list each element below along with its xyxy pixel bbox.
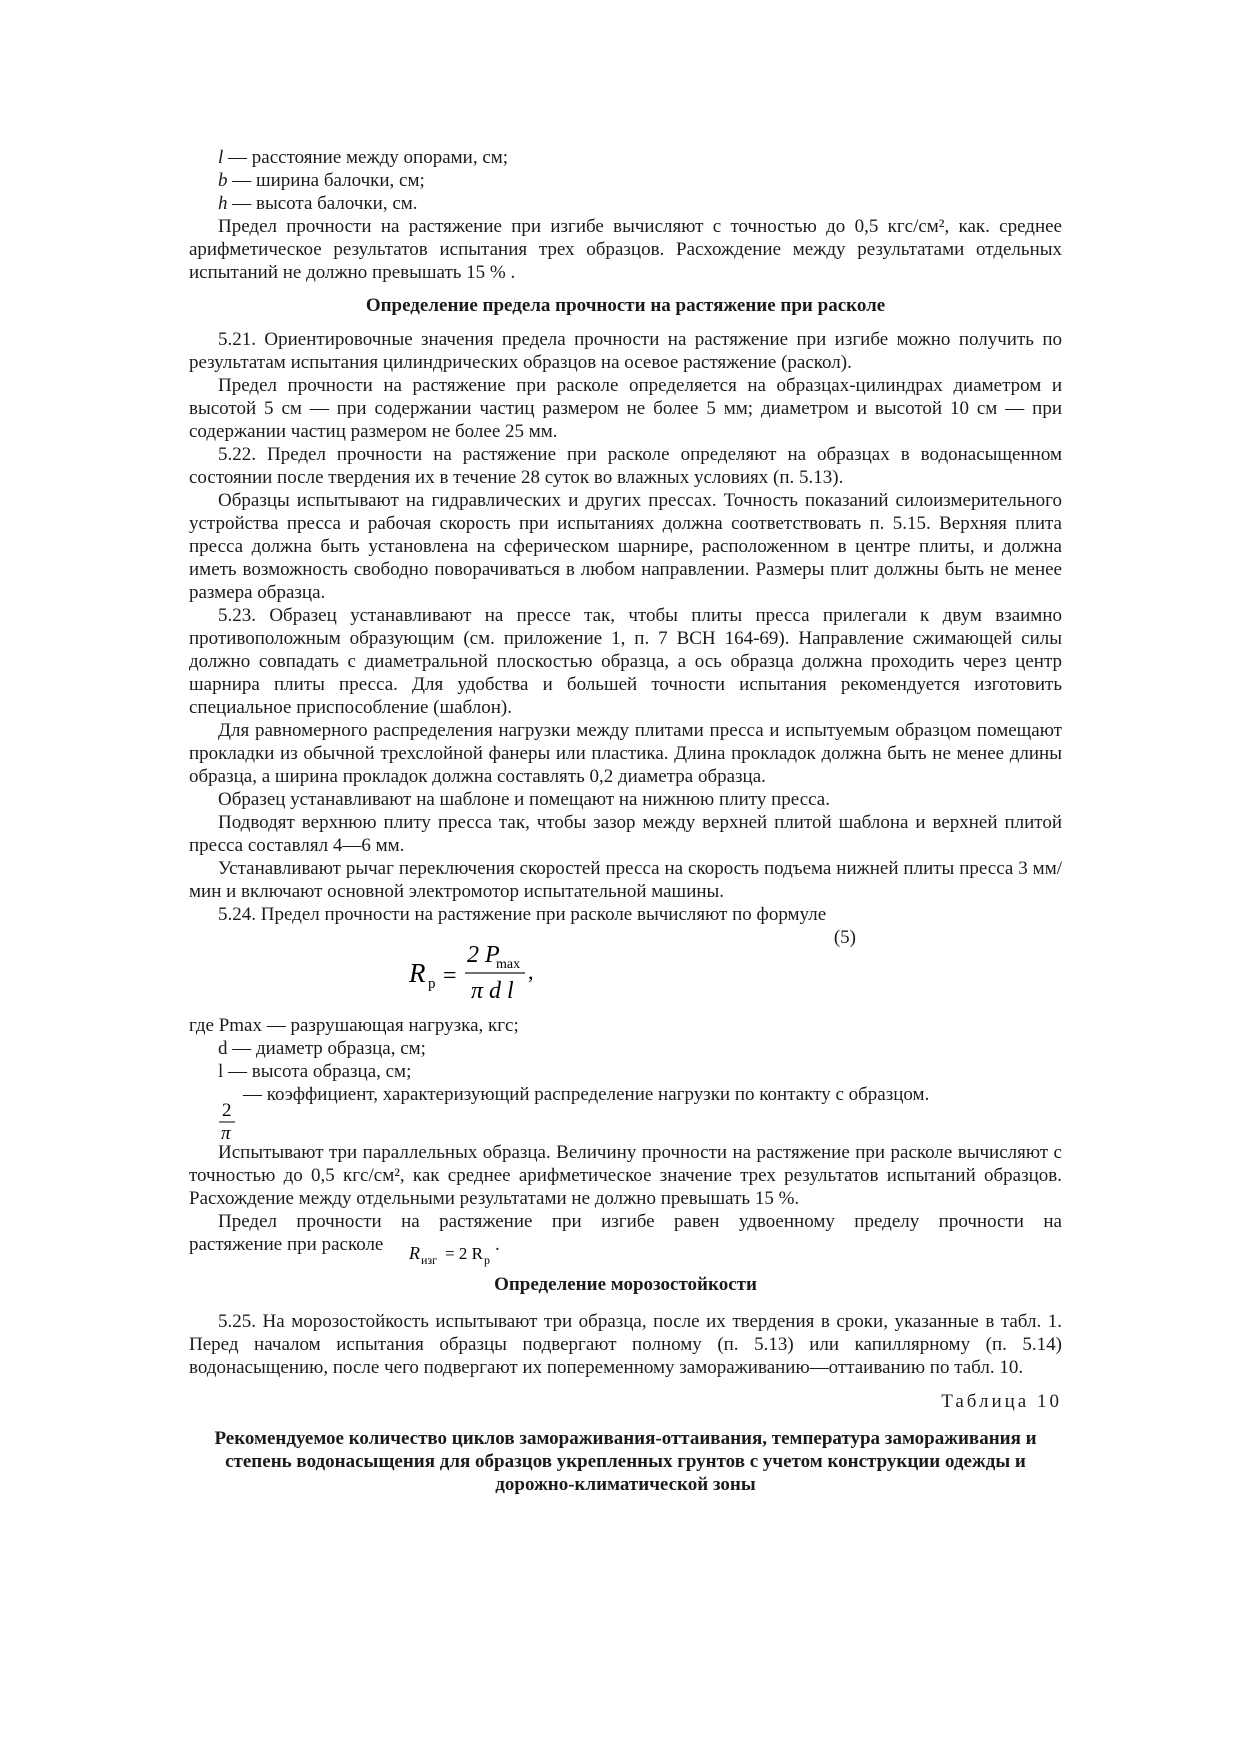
section-heading-frost: Определение морозостойкости xyxy=(494,1274,757,1295)
paragraph-three-samples: Испытывают три параллельных образца. Величину прочности на растяжение при расколе вычисляют с точностью до 0,5 кгс/см², как среднее арифметическое значение трех результатов испытаний образцов. Расхождение между отдельными результатами не должно превышать 15 %. xyxy=(189,1142,1062,1209)
table-caption: Таблица 10 xyxy=(941,1391,1062,1412)
formula-denominator: π d l xyxy=(471,978,514,1004)
where-pmax-text: где Pmax — разрушающая нагрузка, кгс; xyxy=(189,1015,519,1036)
paragraph-5-22: 5.22. Предел прочности на растяжение при расколе определяют на образцах в водонасыщенном состоянии после твердения их в течение 28 суток во влажных условиях (п. 5.13). xyxy=(189,444,1062,488)
paragraph-5-24: 5.24. Предел прочности на растяжение при расколе вычисляют по формуле xyxy=(218,904,827,925)
formula-5-block xyxy=(189,926,1062,1014)
bend-formula-dot: . xyxy=(495,1234,500,1255)
definition-h-text: — высота балочки, см. xyxy=(232,193,418,214)
paragraph-5-23-template: Образец устанавливают на шаблоне и помещают на нижнюю плиту пресса. xyxy=(218,789,830,810)
definition-b: b — ширина балочки, см; xyxy=(218,170,425,191)
formula-split-strength xyxy=(407,926,567,1014)
formula-lhs: R xyxy=(409,958,426,988)
section-heading-split: Определение предела прочности на растяжение при расколе xyxy=(365,295,886,316)
definition-l: l — расстояние между опорами, см; xyxy=(218,147,509,168)
text-column xyxy=(189,146,1062,1496)
paragraph-bend-accuracy: Предел прочности на растяжение при изгибе вычисляют с точностью до 0,5 кгс/см², как. среднее арифметическое результатов испытания трех образцов. Расхождение между результатами отдельных испытаний не должно превышать 15 % . xyxy=(189,216,1062,283)
formula-number: (5) xyxy=(833,927,856,948)
paragraph-5-25: 5.25. На морозостойкость испытывают три образца, после их твердения в сроки, указанные в табл. 1. Перед началом испытания образцы подвергают полному (п. 5.13) или капиллярному (п. 5.14) водонасыщению, после чего подвергают их попеременному замораживанию—оттаиванию по табл. 10. xyxy=(189,1311,1062,1378)
coefficient-numerator: 2 xyxy=(222,1101,232,1121)
formula-numerator: 2 P xyxy=(467,942,500,968)
bend-formula xyxy=(409,1242,499,1270)
table-title: Рекомендуемое количество циклов замораживания-оттаивания, температура замораживания и степень водонасыщения для образцов укрепленных грунтов с учетом конструкции одежды и дорожно-климатической зоны xyxy=(214,1428,1037,1495)
paragraph-bend-equals: Предел прочности на растяжение при изгибе равен удвоенному пределу прочности на xyxy=(218,1211,1062,1232)
paragraph-5-21: 5.21. Ориентировочные значения предела прочности на растяжение при изгибе можно получить по результатам испытания цилиндрических образцов на осевое растяжение (раскол). xyxy=(189,329,1062,373)
bend-rhs: = 2 R xyxy=(445,1244,483,1263)
bend-formula-lead: растяжение при расколе xyxy=(189,1234,384,1255)
bend-formula-line xyxy=(189,1233,1062,1273)
paragraph-5-23-speed: Устанавливают рычаг переключения скоростей пресса на скорость подъема нижней плиты пресса 3 мм/мин и включают основной электромотор испытательной машины. xyxy=(189,858,1062,902)
paragraph-5-22-presses: Образцы испытывают на гидравлических и других прессах. Точность показаний силоизмерительного устройства пресса и рабочая скорость при испытаниях должна соответствовать п. 5.15. Верхняя плита пресса должна быть установлена на сферическом шарнире, расположенном в центре плиты, и должна иметь возможность свободно поворачиваться в любом направлении. Размеры плит должны быть не менее размера образца. xyxy=(189,490,1062,603)
coefficient-description: — коэффициент, характеризующий распределение нагрузки по контакту с образцом. xyxy=(243,1084,930,1105)
formula-equals: = xyxy=(443,963,457,989)
formula-comma: , xyxy=(528,959,534,984)
bend-rhs-sub: р xyxy=(484,1253,490,1267)
bend-lhs-sub: изг xyxy=(421,1253,438,1267)
paragraph-5-23-pads: Для равномерного распределения нагрузки между плитами пресса и испытуемым образцом помещают прокладки из обычной трехслойной фанеры или пластика. Длина прокладок должна быть не менее длины образца, а ширина прокладок должна составлять 0,2 диаметра образца. xyxy=(189,720,1062,787)
definition-h: h — высота балочки, см. xyxy=(218,193,418,214)
where-pmax xyxy=(189,1014,1062,1037)
formula-lhs-sub: р xyxy=(428,976,436,992)
coefficient-denominator: π xyxy=(221,1123,231,1141)
bend-lhs: R xyxy=(409,1243,420,1263)
formula-numerator-sub: max xyxy=(496,957,521,972)
paragraph-5-23-gap: Подводят верхнюю плиту пресса так, чтобы зазор между верхней плитой шаблона и верхней плитой пресса составлял 4—6 мм. xyxy=(189,812,1062,856)
where-d: d — диаметр образца, см; xyxy=(218,1038,426,1059)
definition-l-text: — расстояние между опорами, см; xyxy=(228,147,509,168)
coefficient-block xyxy=(189,1083,1062,1141)
coefficient-fraction xyxy=(218,1101,238,1141)
where-l: l — высота образца, см; xyxy=(218,1061,412,1082)
paragraph-5-21-samples: Предел прочности на растяжение при расколе определяется на образцах-цилиндрах диаметром и высотой 5 см — при содержании частиц размером не более 5 мм; диаметром и высотой 10 см — при содержании частиц размером не более 25 мм. xyxy=(189,375,1062,442)
paragraph-5-23: 5.23. Образец устанавливают на прессе так, чтобы плиты пресса прилегали к двум взаимно противоположным образующим (см. приложение 1, п. 7 ВСН 164-69). Направление сжимающей силы должно совпадать с диаметральной плоскостью образца, а ось образца должна проходить через центр шарнира плиты пресса. Для удобства и большей точности испытания рекомендуется изготовить специальное приспособление (шаблон). xyxy=(189,605,1062,718)
definition-b-text: — ширина балочки, см; xyxy=(232,170,425,191)
